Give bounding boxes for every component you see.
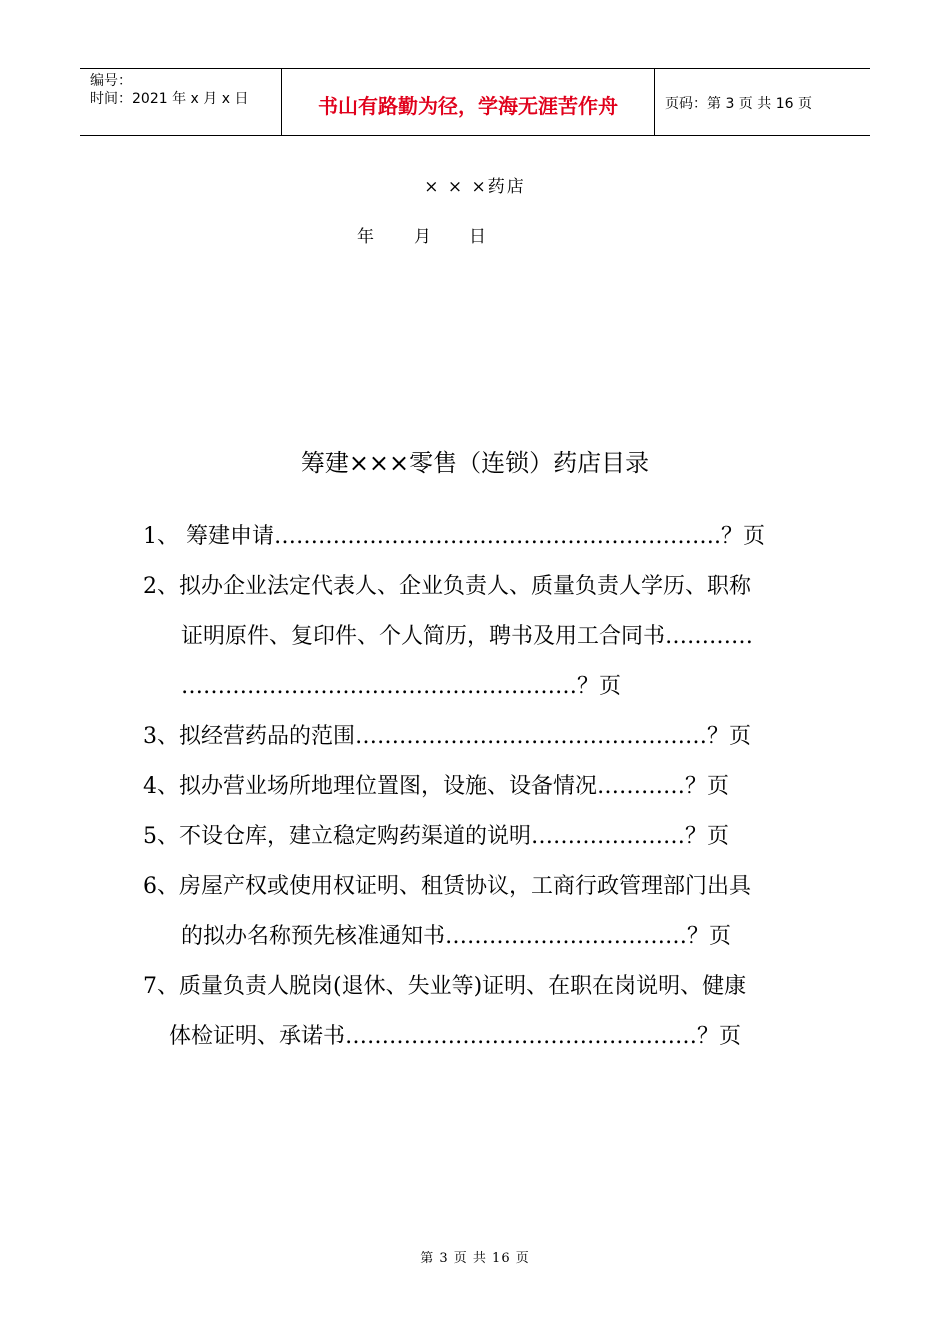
toc-line: 证明原件、复印件、个人简历，聘书及用工合同书…………	[181, 624, 754, 649]
page-header	[80, 68, 870, 136]
toc-line: 1、 筹建申请…………………………………………………….？页	[143, 524, 765, 549]
toc-line: 3、拟经营药品的范围…………………………………………？页	[143, 724, 751, 749]
toc-line: 6、房屋产权或使用权证明、租赁协议，工商行政管理部门出具	[143, 874, 751, 899]
header-meta	[80, 69, 282, 135]
toc-line: 体检证明、承诺书…………………………………………？页	[169, 1024, 742, 1049]
toc-line: 4、拟办营业场所地理位置图，设施、设备情况…………？页	[143, 774, 729, 799]
toc-title: 筹建×××零售（连锁）药店目录	[300, 449, 650, 477]
header-motto: 书山有路勤为径，学海无涯苦作舟	[282, 69, 655, 135]
toc-line: 2、拟办企业法定代表人、企业负责人、质量负责人学历、职称	[143, 574, 751, 599]
table-of-contents	[143, 512, 823, 1062]
header-page-info: 页码：第 3 页 共 16 页	[665, 96, 812, 112]
toc-line: 的拟办名称预先核准通知书……………………………？页	[181, 924, 732, 949]
store-name: × × ×药店	[424, 177, 526, 197]
number-label: 编号：	[90, 73, 132, 89]
toc-line: ………………………………………………？页	[181, 674, 622, 699]
page-footer: 第 3 页 共 16 页	[420, 1251, 530, 1266]
date-month: 月	[414, 227, 431, 247]
toc-line: 5、不设仓库，建立稳定购药渠道的说明…………………？页	[143, 824, 729, 849]
time-label: 时间：2021 年 x 月 x 日	[90, 91, 249, 107]
date-day: 日	[469, 227, 486, 247]
date-year: 年	[357, 227, 374, 247]
date-line	[357, 222, 486, 247]
toc-line: 7、质量负责人脱岗(退休、失业等)证明、在职在岗说明、健康	[143, 974, 747, 999]
